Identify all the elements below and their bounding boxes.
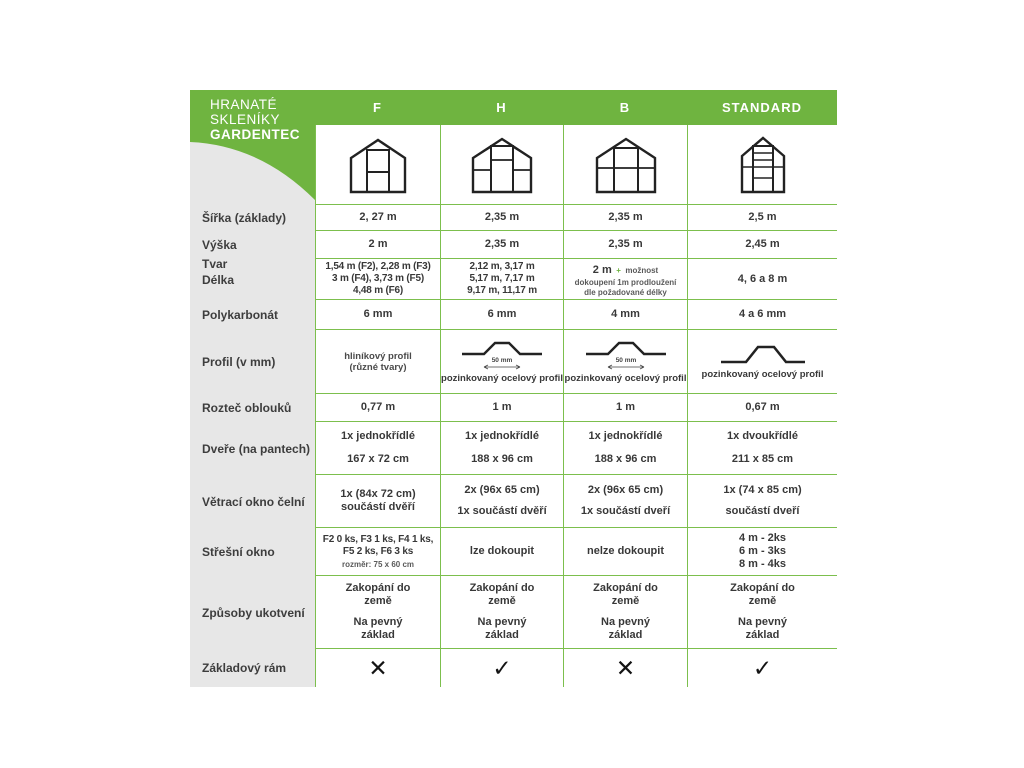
column-header-h: H (440, 90, 563, 125)
cell-polykarbonat-f: 6 mm (315, 300, 440, 330)
row-delka (190, 259, 837, 300)
column-header-f: F (315, 90, 440, 125)
cell-zpusoby-standard: Zakopání do země Na pevný základ (687, 576, 837, 649)
cell-delka-standard: 4, 6 a 8 m (687, 259, 837, 300)
cell-vetraci-f: 1x (84x 72 cm) součástí dvěří (315, 475, 440, 528)
cell-roztec-standard: 0,67 m (687, 394, 837, 422)
cell-vyska-f: 2 m (315, 231, 440, 259)
row-dvere (190, 422, 837, 475)
steel-profile-icon (715, 344, 811, 366)
cell-zaklad-f (315, 649, 440, 687)
row-profil (190, 330, 837, 394)
cell-stresni-b: nelze dokoupit (563, 528, 687, 576)
row-zpusoby (190, 576, 837, 649)
row-label-polykarbonat: Polykarbonát (190, 300, 315, 330)
column-header-b: B (563, 90, 687, 125)
cell-zpusoby-f: Zakopání do země Na pevný základ (315, 576, 440, 649)
cell-tvar-h (440, 125, 563, 205)
row-vetraci (190, 475, 837, 528)
row-stresni (190, 528, 837, 576)
cell-tvar-f (315, 125, 440, 205)
row-label-profil: Profil (v mm) (190, 330, 315, 394)
cell-sirka-h: 2,35 m (440, 205, 563, 231)
row-label-roztec: Rozteč oblouků (190, 394, 315, 422)
cell-vyska-h: 2,35 m (440, 231, 563, 259)
cell-profil-f: hliníkový profil (různé tvary) (315, 330, 440, 394)
cell-vetraci-standard: 1x (74 x 85 cm) součástí dveří (687, 475, 837, 528)
row-label-stresni: Střešní okno (190, 528, 315, 576)
svg-text:50 mm: 50 mm (615, 356, 636, 364)
row-label-sirka: Šířka (základy) (190, 205, 315, 231)
steel-profile-icon (580, 340, 672, 370)
cell-zaklad-standard (687, 649, 837, 687)
row-roztec (190, 394, 837, 422)
cell-dvere-h: 1x jednokřídlé 188 x 96 cm (440, 422, 563, 475)
cell-polykarbonat-b: 4 mm (563, 300, 687, 330)
cell-vyska-standard: 2,45 m (687, 231, 837, 259)
cross-icon: ✕ (368, 654, 388, 681)
cell-zaklad-h (440, 649, 563, 687)
cell-sirka-standard: 2,5 m (687, 205, 837, 231)
table-title (210, 97, 300, 142)
row-vyska (190, 231, 837, 259)
row-polykarbonat (190, 300, 837, 330)
row-sirka (190, 205, 837, 231)
cell-dvere-b: 1x jednokřídlé 188 x 96 cm (563, 422, 687, 475)
cell-delka-b: 2 m + možnost dokoupení 1m prodloužení dle požadované délky (563, 259, 687, 300)
cell-profil-h: 50 mm pozinkovaný ocelový profil (440, 330, 563, 394)
cell-stresni-h: lze dokoupit (440, 528, 563, 576)
cell-vetraci-b: 2x (96x 65 cm) 1x součástí dveří (563, 475, 687, 528)
cell-profil-b: 50 mm pozinkovaný ocelový profil (563, 330, 687, 394)
cell-zaklad-b (563, 649, 687, 687)
check-icon: ✓ (752, 654, 773, 681)
cell-roztec-b: 1 m (563, 394, 687, 422)
cell-dvere-f: 1x jednokřídlé 167 x 72 cm (315, 422, 440, 475)
cell-stresni-f: F2 0 ks, F3 1 ks, F4 1 ks, F5 2 ks, F6 3 ks rozměr: 75 x 60 cm (315, 528, 440, 576)
row-label-dvere: Dveře (na pantech) (190, 422, 315, 475)
cell-roztec-f: 0,77 m (315, 394, 440, 422)
cell-dvere-standard: 1x dvoukřídlé 211 x 85 cm (687, 422, 837, 475)
cell-zpusoby-b: Zakopání do země Na pevný základ (563, 576, 687, 649)
cell-polykarbonat-standard: 4 a 6 mm (687, 300, 837, 330)
row-label-vetraci: Větrací okno čelní (190, 475, 315, 528)
cell-tvar-b (563, 125, 687, 205)
cell-stresni-standard: 4 m - 2ks 6 m - 3ks 8 m - 4ks (687, 528, 837, 576)
column-header-standard: STANDARD (687, 90, 837, 125)
title-line-2: SKLENÍKY (210, 112, 281, 127)
cell-delka-f: 1,54 m (F2), 2,28 m (F3) 3 m (F4), 3,73 m (F5) 4,48 m (F6) (315, 259, 440, 300)
greenhouse-h-icon (466, 134, 538, 196)
plus-sign: + (616, 266, 621, 275)
greenhouse-standard-icon (727, 134, 799, 196)
row-label-zaklad: Základový rám (190, 649, 315, 687)
cell-vetraci-h: 2x (96x 65 cm) 1x součástí dvěří (440, 475, 563, 528)
cell-tvar-standard (687, 125, 837, 205)
cell-sirka-b: 2,35 m (563, 205, 687, 231)
cell-roztec-h: 1 m (440, 394, 563, 422)
svg-text:50 mm: 50 mm (491, 356, 513, 364)
cell-zpusoby-h: Zakopání do země Na pevný základ (440, 576, 563, 649)
greenhouse-b-icon (590, 134, 662, 196)
cell-polykarbonat-h: 6 mm (440, 300, 563, 330)
cell-profil-standard: pozinkovaný ocelový profil (687, 330, 837, 394)
row-label-delka: Délka (190, 259, 315, 300)
title-line-3: GARDENTEC (210, 127, 301, 142)
cell-sirka-f: 2, 27 m (315, 205, 440, 231)
greenhouse-f-icon (342, 134, 414, 196)
row-label-vyska: Výška (190, 231, 315, 259)
steel-profile-icon (456, 340, 548, 370)
cell-delka-h: 2,12 m, 3,17 m 5,17 m, 7,17 m 9,17 m, 11,17 m (440, 259, 563, 300)
comparison-table (190, 90, 837, 687)
title-line-1: HRANATÉ (210, 97, 278, 112)
cross-icon: ✕ (615, 654, 636, 681)
row-zaklad (190, 649, 837, 687)
cell-vyska-b: 2,35 m (563, 231, 687, 259)
row-label-zpusoby: Způsoby ukotvení (190, 576, 315, 649)
check-icon: ✓ (492, 654, 512, 681)
row-label-tvar: Tvar (202, 257, 228, 271)
